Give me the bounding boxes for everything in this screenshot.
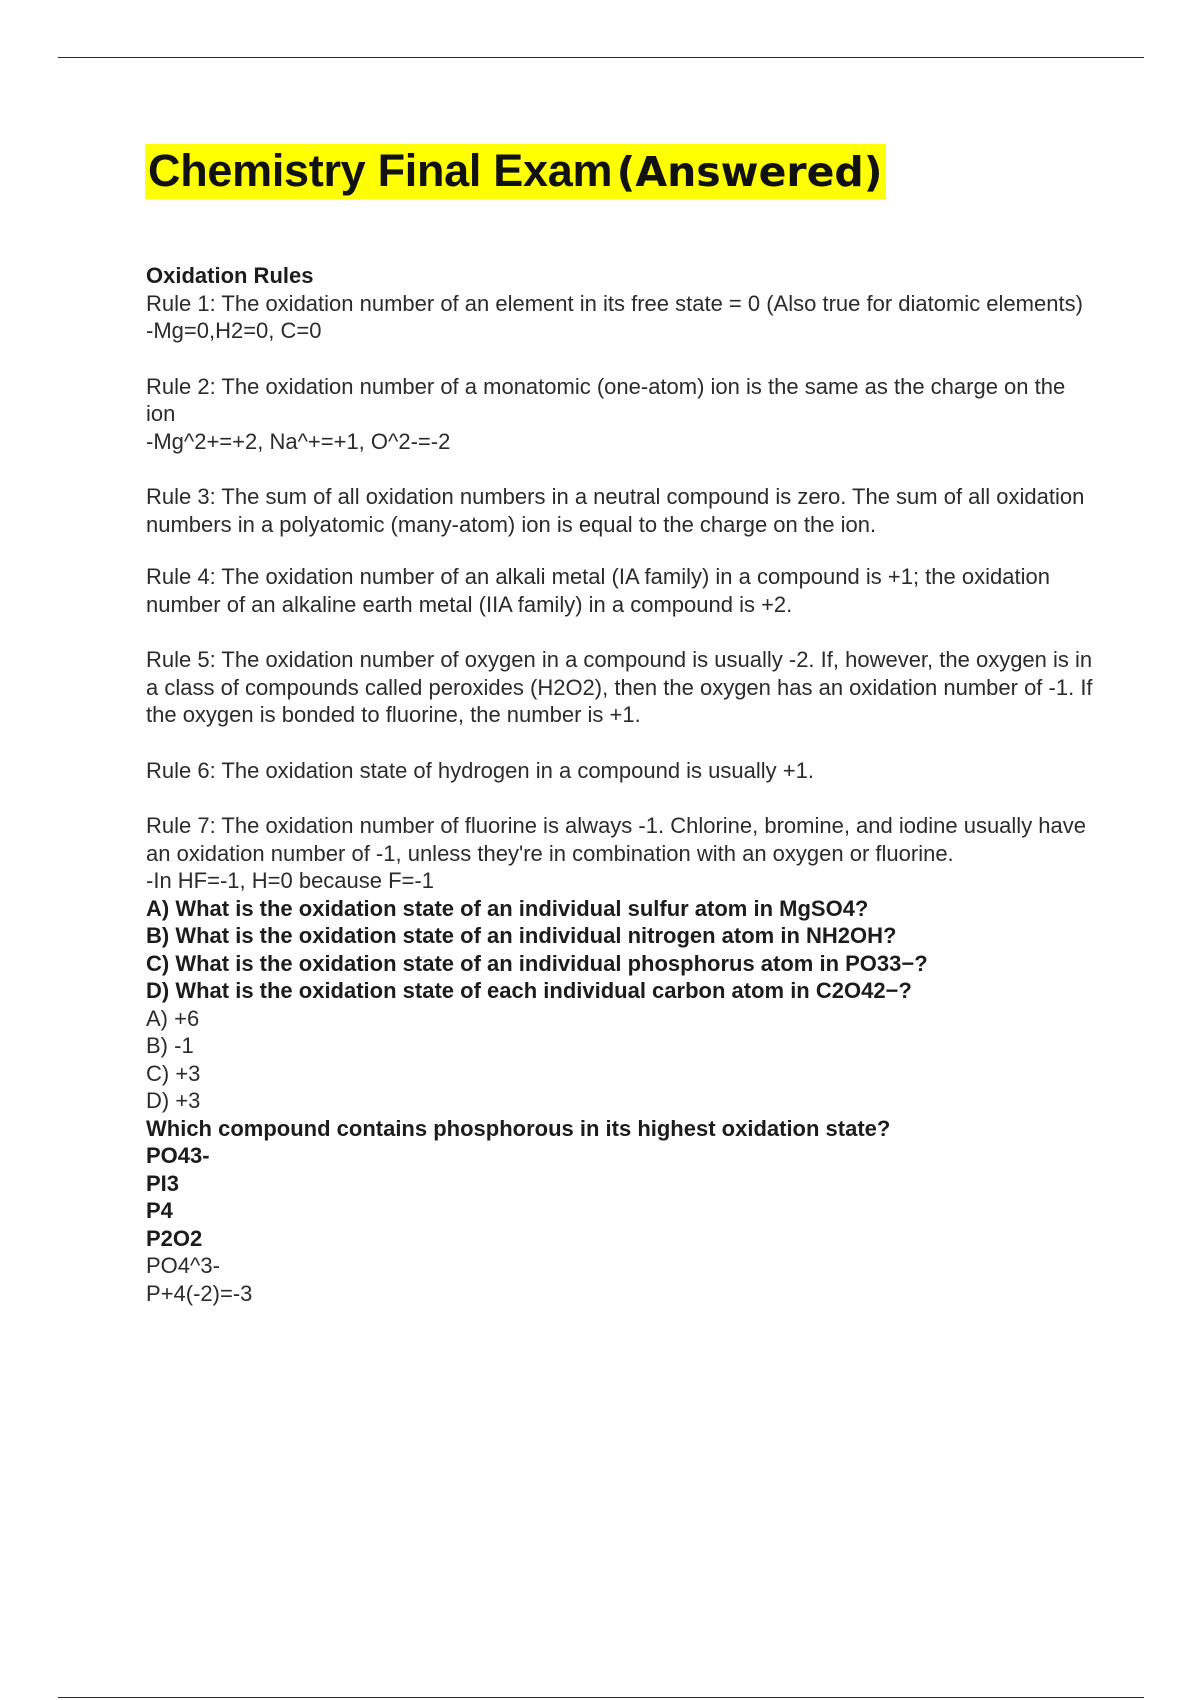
question-2-work: P+4(-2)=-3 bbox=[146, 1280, 253, 1306]
rule-1-text: Rule 1: The oxidation number of an element in its free state = 0 (Also true for diatomic elements) bbox=[146, 290, 1083, 316]
question-b: B) What is the oxidation state of an individual nitrogen atom in NH2OH? bbox=[146, 923, 897, 948]
rule-2-text: Rule 2: The oxidation number of a monatomic (one-atom) ion is the same as the charge on the ion bbox=[146, 373, 1066, 426]
question-a: A) What is the oxidation state of an individual sulfur atom in MgSO4? bbox=[146, 895, 869, 921]
header-divider bbox=[58, 57, 1144, 58]
question-2-prompt: Which compound contains phosphorous in its highest oxidation state? bbox=[146, 1115, 891, 1141]
question-d: D) What is the oxidation state of each individual carbon atom in C2O42−? bbox=[146, 978, 912, 1003]
rule-1-example: -Mg=0,H2=0, C=0 bbox=[146, 318, 322, 343]
question-c: C) What is the oxidation state of an individual phosphorus atom in PO33−? bbox=[146, 950, 928, 976]
answer-a: A) +6 bbox=[146, 1005, 200, 1031]
question-2-option-2: PI3 bbox=[146, 1170, 180, 1196]
rule-2-example: -Mg^2+=+2, Na^+=+1, O^2-=-2 bbox=[146, 428, 451, 454]
question-2-answer: PO4^3- bbox=[146, 1253, 220, 1278]
document-title: Chemistry Final Exam bbox=[148, 145, 613, 196]
answer-c: C) +3 bbox=[146, 1060, 201, 1086]
rule-6-text: Rule 6: The oxidation state of hydrogen in a compound is usually +1. bbox=[146, 757, 814, 783]
document-title-suffix: (Answered) bbox=[616, 148, 883, 196]
rule-7-example: -In HF=-1, H=0 because F=-1 bbox=[146, 868, 434, 893]
footer-divider bbox=[58, 1697, 1144, 1698]
rule-4-text: Rule 4: The oxidation number of an alkali metal (IA family) in a compound is +1; the oxidation number of an alkaline earth metal (IIA family) in a compound is +2. bbox=[146, 564, 1050, 617]
question-2-option-4: P2O2 bbox=[146, 1225, 203, 1251]
document-body bbox=[146, 262, 1096, 1307]
rule-7-text: Rule 7: The oxidation number of fluorine is always -1. Chlorine, bromine, and iodine usually have an oxidation number of -1, unless they're in combination with an oxygen or fluorine. bbox=[146, 813, 1087, 866]
document-title-highlight bbox=[145, 144, 886, 199]
question-2-option-3: P4 bbox=[146, 1198, 173, 1223]
answer-b: B) -1 bbox=[146, 1033, 194, 1058]
answer-d: D) +3 bbox=[146, 1088, 201, 1113]
question-2-option-1: PO43- bbox=[146, 1143, 210, 1168]
section-heading: Oxidation Rules bbox=[146, 263, 314, 288]
rule-5-text: Rule 5: The oxidation number of oxygen in a compound is usually -2. If, however, the oxygen is in a class of compounds called peroxides (H2O2), then the oxygen has an oxidation number of -1. If the oxygen is bonded to fluorine, the number is +1. bbox=[146, 647, 1093, 727]
rule-3-text: Rule 3: The sum of all oxidation numbers in a neutral compound is zero. The sum of all oxidation numbers in a polyatomic (many-atom) ion is equal to the charge on the ion. bbox=[146, 484, 1085, 537]
